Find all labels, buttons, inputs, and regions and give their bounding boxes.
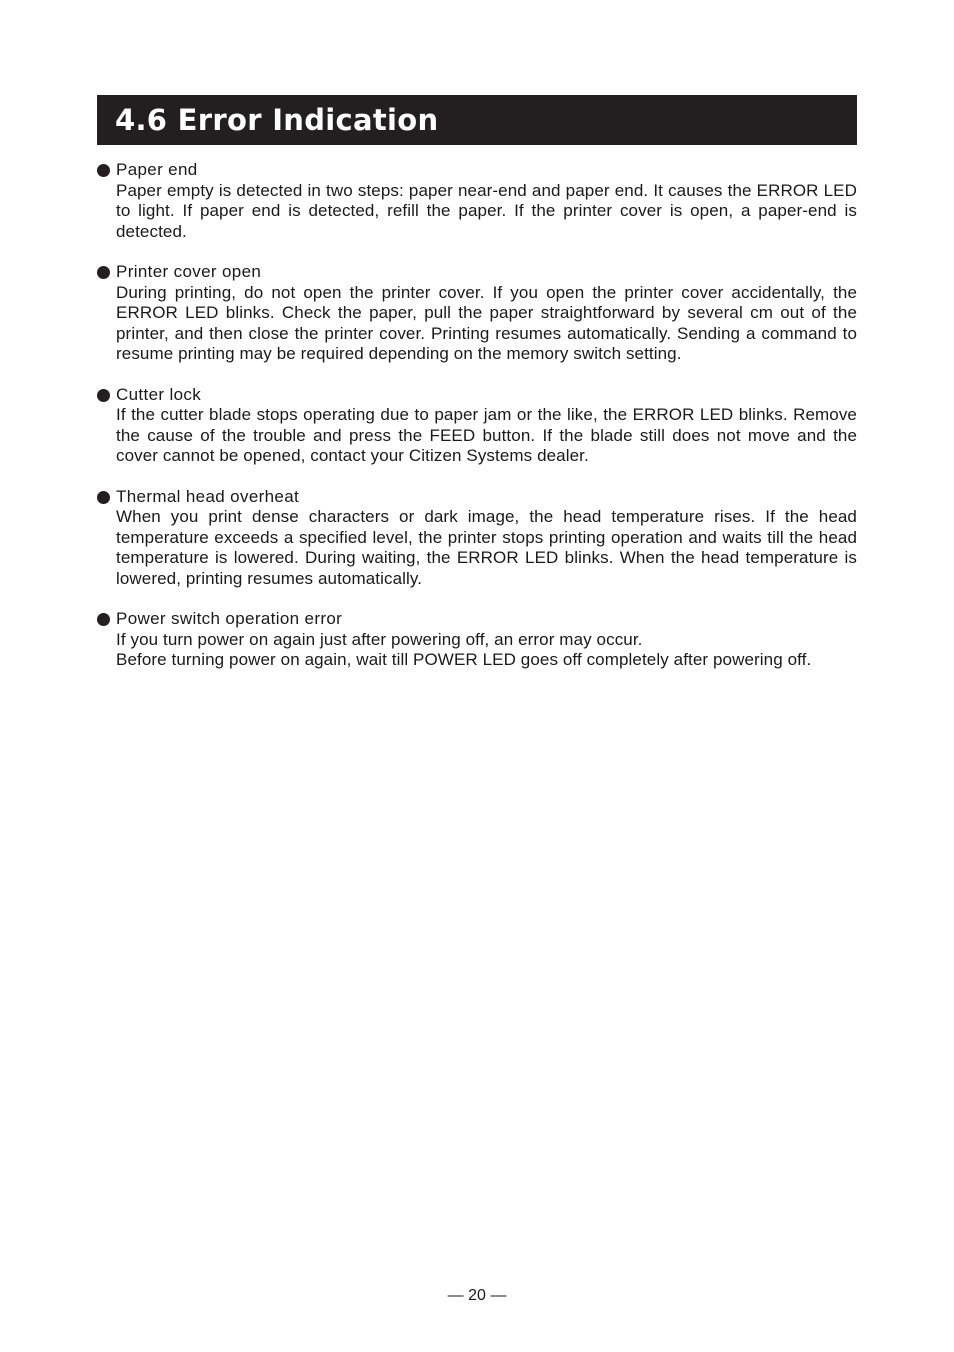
section-body	[116, 405, 857, 467]
section-paragraph: Paper empty is detected in two steps: paper near-end and paper end. It causes the ERROR LED to light. If paper end is detected, refill the paper. If the printer cover is open, a paper-end is detected.	[116, 180, 857, 241]
section-heading: Printer cover open	[116, 262, 262, 281]
section-heading: Thermal head overheat	[116, 486, 300, 506]
section-body	[116, 283, 857, 365]
bullet-icon	[97, 266, 110, 279]
section-body	[116, 630, 857, 671]
section-body	[116, 507, 857, 589]
page-number: — 20 —	[447, 1287, 507, 1304]
section-printer-cover-open	[97, 262, 857, 365]
section-paragraph: During printing, do not open the printer cover. If you open the printer cover accidentally, the ERROR LED blinks. Check the paper, pull the paper straightforward by several cm out of the printer, and then close the printer cover. Printing resumes automatically. Sending a command to resume printing may be required depending on the memory switch setting.	[116, 282, 857, 363]
section-heading: Cutter lock	[116, 384, 202, 404]
section-paper-end	[97, 160, 857, 242]
section-cutter-lock	[97, 385, 857, 467]
content-area	[97, 160, 857, 691]
section-title-bar	[97, 95, 857, 145]
bullet-icon	[97, 164, 110, 177]
section-paragraph: Before turning power on again, wait till POWER LED goes off completely after powering off.	[116, 650, 812, 669]
bullet-icon	[97, 613, 110, 626]
section-paragraph: When you print dense characters or dark image, the head temperature rises. If the head temperature exceeds a specified level, the printer stops printing operation and waits till the head temperature is lowered. During waiting, the ERROR LED blinks. When the head temperature is lowered, printing resumes automatically.	[116, 507, 857, 588]
section-heading: Paper end	[116, 160, 198, 179]
section-paragraph: If you turn power on again just after powering off, an error may occur.	[116, 629, 643, 649]
section-thermal-head-overheat	[97, 487, 857, 590]
section-paragraph: If the cutter blade stops operating due to paper jam or the like, the ERROR LED blinks. Remove the cause of the trouble and press the FEED button. If the blade still does not move and the cover cannot be opened, contact your Citizen Systems dealer.	[116, 405, 857, 465]
section-body	[116, 181, 857, 243]
bullet-icon	[97, 389, 110, 402]
page-title: 4.6 Error Indication	[115, 102, 439, 137]
bullet-icon	[97, 491, 110, 504]
section-heading: Power switch operation error	[116, 609, 343, 628]
section-power-switch-operation-error	[97, 609, 857, 671]
